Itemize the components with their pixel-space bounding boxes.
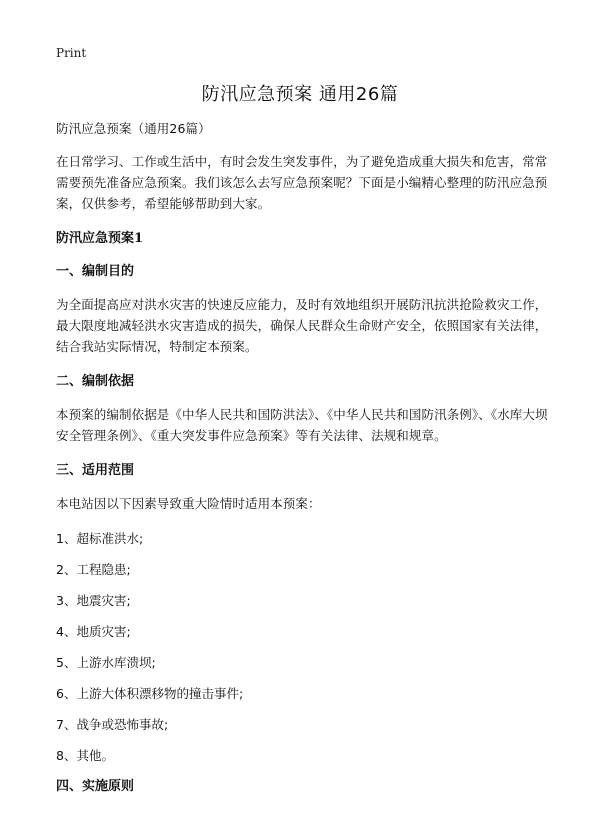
- heading-principles: 四、实施原则: [56, 779, 135, 794]
- list-item: 7、战争或恐怖事故;: [56, 717, 169, 732]
- heading-basis: 二、编制依据: [56, 374, 135, 389]
- heading-purpose: 一、编制目的: [56, 264, 135, 279]
- list-item: 1、超标准洪水;: [56, 531, 144, 546]
- intro-paragraph: 在日常学习、工作或生活中，有时会发生突发事件，为了避免造成重大损失和危害，常常需要预先准备应急预案。我们该怎么去写应急预案呢？下面是小编精心整理的防汛应急预案，仅供参考，希望能够帮助到大家。: [56, 154, 548, 211]
- basis-paragraph: 本预案的编制依据是《中华人民共和国防洪法》、《中华人民共和国防汛条例》、《水库大坝安全管理条例》、《重大突发事件应急预案》等有关法律、法规和规章。: [56, 407, 548, 443]
- list-item: 2、工程隐患;: [56, 562, 131, 577]
- list-item: 4、地质灾害;: [56, 624, 131, 639]
- document-body: [56, 118, 550, 809]
- heading-scope: 三、适用范围: [56, 463, 135, 478]
- purpose-paragraph: 为全面提高应对洪水灾害的快速反应能力，及时有效地组织开展防汛抗洪抢险救灾工作，最大限度地减轻洪水灾害造成的损失，确保人民群众生命财产安全，依照国家有关法律，结合我站实际情况，特制定本预案。: [56, 297, 548, 354]
- list-item: 5、上游水库溃坝;: [56, 655, 156, 670]
- print-link[interactable]: Print: [56, 46, 87, 60]
- list-item: 3、地震灾害;: [56, 593, 131, 608]
- list-item: 8、其他。: [56, 748, 114, 763]
- scope-list: [56, 528, 550, 766]
- scope-intro: 本电站因以下因素导致重大险情时适用本预案：: [56, 496, 321, 511]
- document-subtitle: 防汛应急预案（通用26篇）: [56, 121, 211, 136]
- list-item: 6、上游大体积漂移物的撞击事件;: [56, 686, 244, 701]
- section-title: 防汛应急预案1: [56, 231, 144, 246]
- document-title: 防汛应急预案 通用26篇: [201, 84, 399, 105]
